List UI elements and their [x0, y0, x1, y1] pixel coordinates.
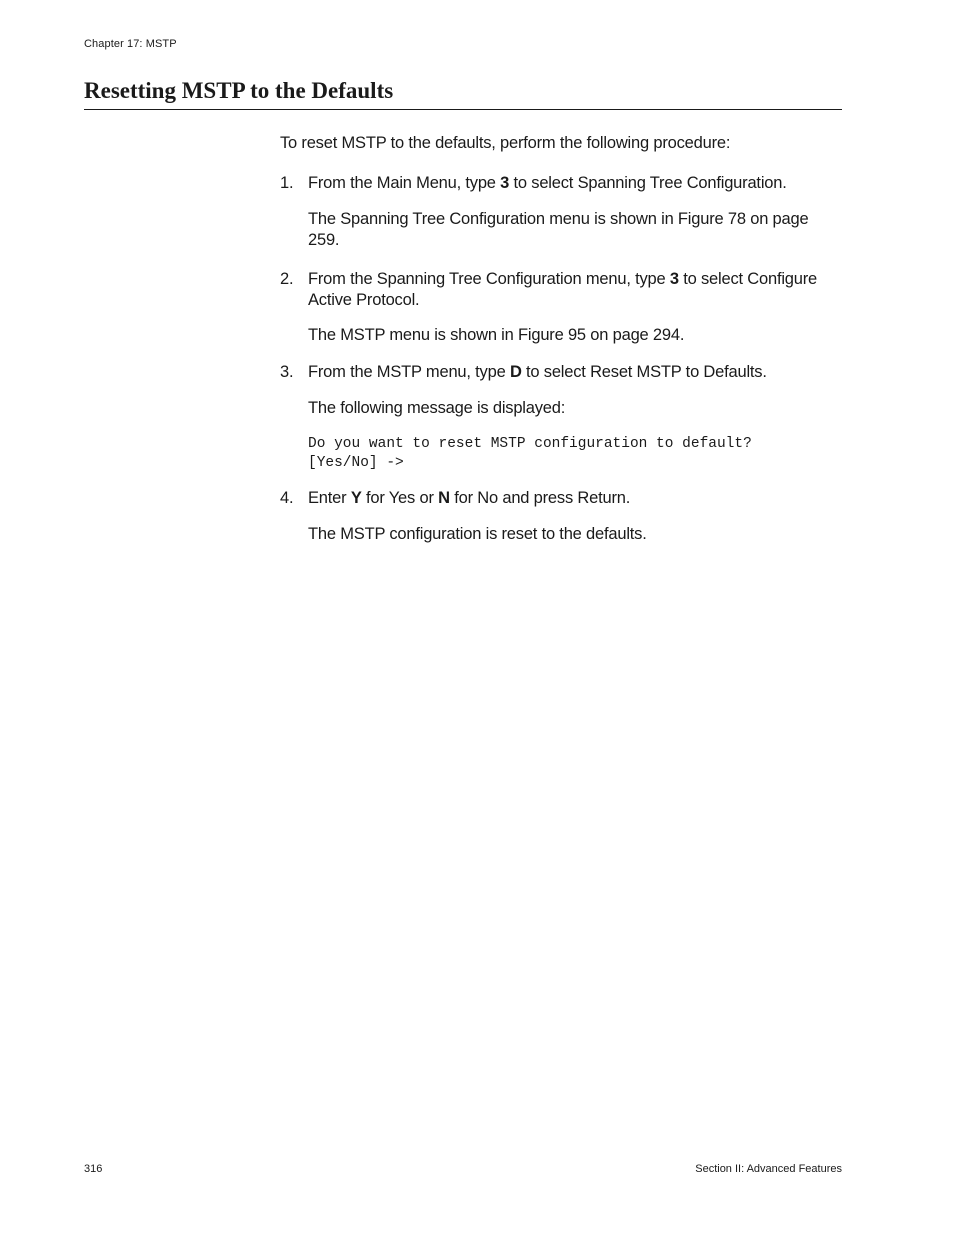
- console-message: [308, 435, 828, 473]
- step-4-note: The MSTP configuration is reset to the defaults.: [308, 525, 647, 543]
- step-3-note: The following message is displayed:: [308, 399, 566, 417]
- footer-section: Section II: Advanced Features: [695, 1163, 842, 1175]
- section-title: Resetting MSTP to the Defaults: [84, 78, 394, 103]
- key-y: Y: [350, 489, 362, 507]
- step-text: From the MSTP menu, type D to select Reset MSTP to Defaults.: [308, 363, 767, 381]
- step-text: From the Main Menu, type 3 to select Spanning Tree Configuration.: [308, 174, 787, 192]
- step-number: 2.: [280, 270, 294, 288]
- key-3: 3: [500, 174, 510, 192]
- page-number: 316: [84, 1163, 103, 1175]
- running-header: Chapter 17: MSTP: [84, 38, 177, 50]
- step-number: 4.: [280, 489, 294, 507]
- step-text: Enter Y for Yes or N for No and press Return.: [308, 489, 631, 507]
- step-number: 1.: [280, 174, 294, 192]
- console-line-2: [Yes/No] ->: [308, 455, 404, 471]
- title-rule: [84, 109, 842, 110]
- key-3: 3: [669, 270, 679, 288]
- step-text: From the Spanning Tree Configuration menu, type 3 to select Configure Active Protocol.: [308, 270, 818, 309]
- intro-paragraph: To reset MSTP to the defaults, perform the following procedure:: [280, 134, 731, 152]
- step-1-note: The Spanning Tree Configuration menu is shown in Figure 78 on page 259.: [308, 210, 809, 249]
- key-n: N: [438, 489, 450, 507]
- step-number: 3.: [280, 363, 294, 381]
- key-d: D: [509, 363, 522, 381]
- step-2-note: The MSTP menu is shown in Figure 95 on page 294.: [308, 326, 685, 344]
- console-line-1: Do you want to reset MSTP configuration to default?: [308, 436, 752, 452]
